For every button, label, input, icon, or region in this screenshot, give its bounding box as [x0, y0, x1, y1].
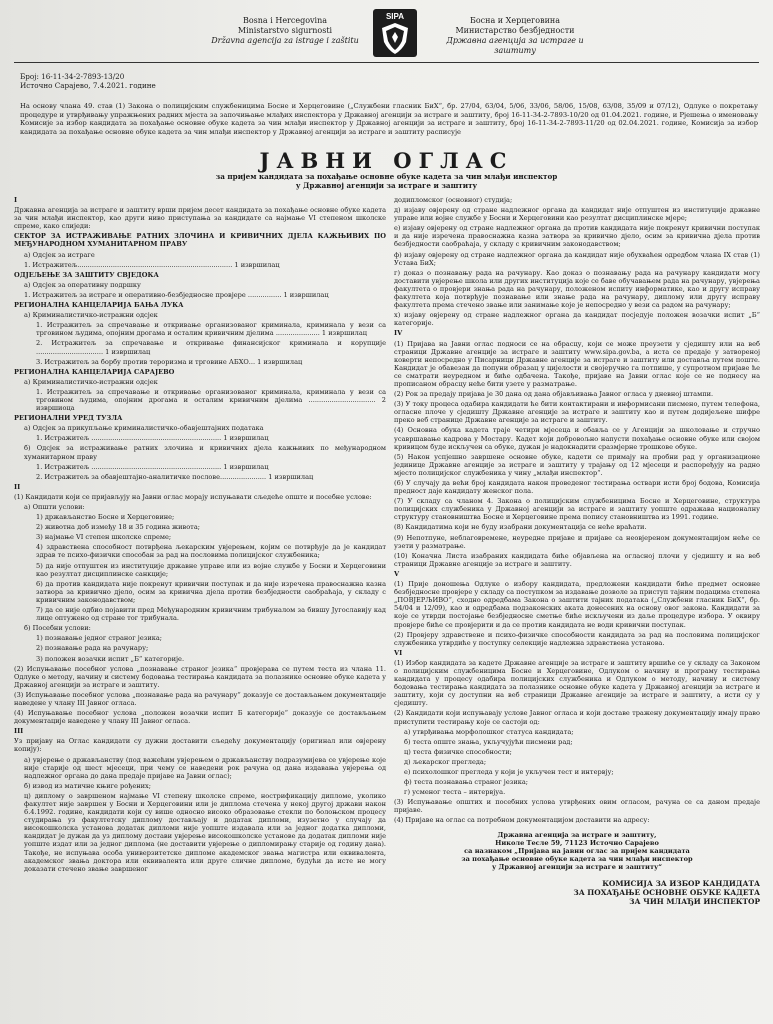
- unit-heading: СЕКТОР ЗА ИСТРАЖИВАЊЕ РАТНИХ ЗЛОЧИНА И КРИВИЧНИХ ДЈЕЛА КАЖЊИВИХ ПО МЕЂУНАРОДНОМ ХУМАНИТАРНОМ ПРАВУ: [14, 232, 386, 249]
- header-latin-line: Bosna i Hercegovina: [242, 16, 328, 25]
- address-line: са назнаком „Пријава на јавни оглас за пријем кандидата: [464, 846, 690, 855]
- paragraph: 1. Истражитељ за истраге и оперативно-безбједносне провјере ................ 1 извршилац: [24, 290, 329, 299]
- unit-heading: ОДЈЕЉЕЊЕ ЗА ЗАШТИТУ СВЈЕДОКА: [14, 270, 159, 279]
- paragraph: е) психолошког прегледа у који је укључен тест и интервју;: [404, 768, 614, 776]
- paragraph: е) изјаву овјерену од стране надлежног органа да против кандидата није покренут кривични поступак и да није изречена правоснажна казна затвора за кривично дјело, осим за кривична дјела против безбједности саобраћаја, у складу с кривичним законодавством;: [394, 224, 760, 249]
- paragraph: г) доказ о познавању рада на рачунару. Као доказ о познавању рада на рачунару кандидати могу доставити увјерење школа или других институција које се баве обучавањем рада на рачунару, увјерења факултета о провјери знања рада на рачунару, положеном испиту информатике, као и другу исправу факултета која потврђује познавање или знање рада на рачунару, диплому или другу исправу факултета према стечено звање или занимање које је непосредно у вези са радом на рачунару;: [394, 268, 760, 310]
- paragraph: б) Одсјек за истраживање ратних злочина и кривичних дјела кажњивих по међународном хуманитарном праву: [24, 444, 386, 461]
- paragraph: 7) да се није одбио појавити пред Међународним кривичним трибуналом за бившу Југославију кад лице оптужено од стране тог трибунала.: [36, 606, 386, 623]
- page-title: ЈАВНИ ОГЛАС: [259, 148, 514, 173]
- paragraph: ф) теста познавања страног језика;: [404, 778, 528, 787]
- paragraph: 2) познавање рада на рачунару;: [36, 644, 149, 653]
- paragraph: а) Одсјек за прикупљање криминалистичко-обавјештајних података: [24, 424, 264, 433]
- address-line: за похађање основне обуке кадета за чин млађи инспектор: [461, 854, 693, 863]
- unit-heading: РЕГИОНАЛНИ УРЕД ТУЗЛА: [14, 414, 123, 423]
- header-latin: [200, 16, 370, 46]
- paragraph: а) утврђивања морфолошког статуса кандидата;: [404, 727, 574, 736]
- paragraph: ф) изјаву овјерену од стране надлежног органа да кандидат није обухваћен одредбом члана IX став (1) Устава БиХ;: [394, 250, 760, 267]
- paragraph: (2) Испуњавање посебног услова „познавање страног језика“ провјерава се путем теста из члана 11. Одлуке о методу, начину и систему бодовања тестирања кандидата за полазнике основне обуке кадета у Државној агенцији за истраге и заштиту.: [14, 664, 386, 689]
- section-number: III: [14, 727, 24, 736]
- paragraph: д) изјаву овјерену од стране надлежног органа да кандидат није отпуштен из институције државне управе или војне службе у Босни и Херцеговини као резултат дисциплинске мјере;: [394, 206, 760, 223]
- paragraph: (3) Испуњавање посебног услова „познавање рада на рачунару“ доказује се достављањем документације наведене у члану III Јавног огласа.: [14, 690, 386, 707]
- paragraph: а) увјерење о држављанству (под важећим увјерењем о држављанству подразумијева се увјерење које није старије од шест мјесеци, при чему се наведени рок рачуна од дана издавања увјерења од надлежног органа до дана предаје пријаве на Јавни оглас);: [24, 755, 386, 780]
- paragraph: 2. Истражитељ за спречавање и откривање финансијског криминала и корупције ................................ 1 извршилац: [36, 339, 386, 356]
- paragraph: 3) најмање VI степен школске спреме;: [36, 533, 172, 542]
- subtitle-line: за пријем кандидата за похађање основне обуке кадета за чин млађи инспектор: [215, 172, 558, 181]
- paragraph: 2. Истражитељ за обавјештајно-аналитичке послове...................... 1 извршилац: [36, 472, 314, 481]
- address-line: Државна агенција за истраге и заштиту,: [497, 830, 657, 839]
- logo-text: SIPA: [385, 12, 405, 21]
- left-column: [14, 196, 386, 875]
- paragraph: (10) Коначна Листа изабраних кандидата биће објављена на огласној плочи у сједишту и на веб страници Државне агенције за истраге и заштиту.: [394, 551, 760, 568]
- paragraph: додипломског (основног) студија;: [394, 196, 513, 204]
- paragraph: (3) Испуњавање општих и посебних услова утврђених овим огласом, рачуна се са даном предаје пријаве.: [394, 798, 760, 815]
- paragraph: б) извод из матичне књиге рођених;: [24, 781, 151, 790]
- header-divider: [14, 62, 759, 63]
- header-cyrillic-line: Босна и Херцеговина: [469, 16, 561, 25]
- paragraph: (9) Непотпуне, неблаговремене, неуредне пријаве и пријаве са неовјереном документацијом неће се узети у разматрање.: [394, 533, 760, 550]
- paragraph: ц) диплому о завршеном најмање VI степену школске спреме, нострификацију дипломе, уколико факултет није завршен у Босни и Херцеговини или је диплома стечена у некој другој држави након 6.4.1992. године, кандидати који су више односно високо образовање стекли по болоњском процесу студирања уз факултетску диплому достављају и додатак дипломи, изузетно у случају да високошколска установа додатак дипломи није уопште издавала или за једног додатка дипломи, кандидат је дужан да уз диплому достави увјерење високошколске установе да додатак дипломи није уопште издат или за једног диплома (не доставити увјерење о дипломирању старије од годину дана). Такође, не испуњава особа универзитетске дипломе академског звања магистра или еквивалента, академског звања доктора или еквивалента или друге сличне дипломе, будући да исте не могу доказати стечено звање завршеног: [24, 791, 386, 873]
- signature-block: [394, 879, 760, 906]
- paragraph: (3) У току процеса одабира кандидати ће бити контактирани и информисани писмено, путем телефона, огласне плоче у сједишту Државне агенције за истраге и заштиту као и путем додијељене шифре преко веб странице Државне агенције за истраге и заштиту.: [394, 400, 760, 425]
- paragraph: (2) Кандидати који испуњавају услове Јавног огласа и који доставе тражену документацију имају право приступити тестирању које се састоји од:: [394, 709, 760, 726]
- reference-block: [20, 72, 156, 90]
- paragraph: б) Посебни услови:: [24, 624, 91, 633]
- section-number: IV: [394, 329, 403, 338]
- paragraph: а) Криминалистичко-истражни одсјек: [24, 377, 158, 386]
- paragraph: (4) Испуњавање посебног услова „положен возачки испит Б категорије“ доказује се достављањем документације наведене у члану III Јавног огласа.: [14, 709, 386, 726]
- paragraph: б) теста опште знања, укључујући писмени рад;: [404, 737, 573, 746]
- paragraph: а) Одсјек за оперативну подршку: [24, 280, 141, 289]
- preamble: На основу члана 49. став (1) Закона о полицијским службеницима Босне и Херцеговине („Службени гласник БиХ“, бр. 27/04, 63/04, 5/06, 33/06, 58/06, 15/08, 63/08, 35/09 и 07/12), Одлуке о покретању процедуре и утврђивању упражњених радних мјеста за започињање млађих инспектора у Државној агенцији за истраге и заштиту, број 16-11-34-2-7893-10/20 од 01.04.2021. године, и Рјешења о именовању Комисије за избор кандидата за похађање основне обуке кадета за чин млађи инспектор у Државној агенцији за истраге и заштиту, број 16-11-34-2-7893-11/20 од 02.04.2021. године, Комисија за избор кандидата за похађање основне обуке кадета за чин млађи инспектор у Државној агенцији за истраге и заштиту расписује: [20, 102, 758, 136]
- paragraph: 1. Истражитељ за спречавање и откривање организованог криминала, криминала у вези са трговином људима, опојним дрогама и осталим кривичним дјелима ................................ 2 извршиоца: [36, 387, 386, 413]
- paragraph: (2) Провјеру здравствене и психо-физичке способности кандидата за рад на пословима полицијског службеника утврдиће у поступку селекције надлежна здравствена установа.: [394, 630, 760, 647]
- section-number: II: [14, 482, 21, 491]
- paragraph: (8) Кандидатима који не буду изабрани документација се неће враћати.: [394, 523, 647, 532]
- signature-line: КОМИСИЈА ЗА ИЗБОР КАНДИДАТА: [602, 879, 760, 889]
- paragraph: (4) Основна обука кадета траје четири мјесеца и обавља се у Агенцији за школовање и стручно усавршавање кадрова у Мостару. Кадет који добровољно напусти похађање основне обуке или својом кривицом буде искључен са обуке, дужан је надокнадити сразмјерне трошкове обуке.: [394, 426, 760, 451]
- paragraph: 5) да није отпуштен из институције државне управе или из војне службе у Босни и Херцеговини као резултат дисциплинске санкције;: [36, 561, 386, 578]
- subtitle-line: у Државној агенцији за истраге и заштиту: [295, 181, 478, 190]
- paragraph: (1) Кандидати који се пријављују на Јавни оглас морају испуњавати сљедеће опште и посебне услове:: [14, 492, 372, 501]
- paragraph: (6) У случају да већи број кандидата након проведеног тестирања оствари исти број бодова, Комисија предност даје кандидату женског пола.: [394, 479, 760, 496]
- paragraph: а) Криминалистичко-истражни одсјек: [24, 311, 158, 320]
- section-number: I: [14, 196, 18, 204]
- page-subtitle: [0, 172, 773, 190]
- right-column: [394, 196, 760, 906]
- reference-number: Број: 16-11-34-2-7893-13/20: [20, 72, 125, 81]
- paragraph: а) Одсјек за истраге: [24, 250, 95, 259]
- right-column-body: [394, 196, 760, 825]
- paragraph: (5) Након успјешно завршене основне обуке, кадети се примају на пробни рад у организационе јединице Државне агенције за истраге и заштиту у трајању од 12 мјесеци и распоређују на радно мјесто полицијског службеника у чину „млађи инспектор“.: [394, 452, 760, 477]
- paragraph: Уз пријаву на Оглас кандидати су дужни доставити сљедећу документацију (оригинал или овјерену копију):: [14, 737, 386, 754]
- header-cyrillic-line: Министарство безбједности: [455, 26, 575, 35]
- paragraph: 3. Истражитељ за борбу против тероризма и трговине АБХО... 1 извршилац: [36, 357, 303, 366]
- paragraph: 3) положен возачки испит „Б“ категорије.: [36, 654, 185, 663]
- header-cyrillic: [430, 16, 600, 56]
- paragraph: (1) Прије доношења Одлуке о избору кандидата, предложени кандидати биће предмет основне безбједносне провјере у складу са поступком за издавање дозволе за приступ тајним подацима степена „ПОВЈЕРЉИВО“, сходно одредбама Закона о заштити тајних података („Службени гласник БиХ“, бр. 54/04 и 12/09), као и одредбама подзаконских аката донесених на основу овог закона. Кандидати за које се утврди постојање безбједносне сметње биће искључени из даље процедуре избора. У оквиру провјере биће се провјерити и да се против кандидата не води кривични поступак.: [394, 580, 760, 629]
- paragraph: 4) здравствена способност потврђена љекарским увјерењем, којим се потврђује да је кандидат здрав те психо-физички способан за рад на пословима полицијског службеника;: [36, 543, 386, 560]
- header-latin-line: Državna agencija za istrage i zaštitu: [211, 36, 359, 45]
- paragraph: 1. Истражитељ за спречавање и откривање организованог криминала, криминала у вези са трговином људима, опојним дрогама и осталим кривичним дјелима ..................... 1 извршилац: [36, 321, 386, 338]
- paragraph: 2) животна доб између 18 и 35 година живота;: [36, 523, 200, 532]
- signature-line: ЗА ПОХАЂАЊЕ ОСНОВНЕ ОБУКЕ КАДЕТА: [573, 888, 760, 898]
- unit-heading: РЕГИОНАЛНА КАНЦЕЛАРИЈА САРАЈЕВО: [14, 367, 175, 376]
- paragraph: 1) познавање једног страног језика;: [36, 634, 163, 643]
- paragraph: а) Општи услови:: [24, 503, 85, 511]
- address-line: у Државној агенцији за истраге и заштиту“: [491, 862, 663, 871]
- sipa-logo-icon: [372, 8, 418, 58]
- paragraph: ц) теста физичке способности;: [404, 747, 512, 756]
- unit-heading: РЕГИОНАЛНА КАНЦЕЛАРИЈА БАЊА ЛУКА: [14, 301, 184, 310]
- paragraph: 1. Истражитељ.......................................................................... 1 извршилац: [24, 260, 280, 269]
- paragraph: (4) Пријаве на оглас са потребном документацијом доставити на адресу:: [394, 816, 650, 825]
- paragraph: г) усменог теста – интервјуа.: [404, 788, 506, 797]
- reference-place-date: Источно Сарајево, 7.4.2021. године: [20, 81, 156, 90]
- paragraph: д) љекарског прегледа;: [404, 757, 487, 766]
- paragraph: (7) У складу са чланом 4. Закона о полицијским службеницима Босне и Херцеговине, структура полицијских службеника у Државној агенцији за истраге и заштиту уопште одражава националну структуру становништва Босне и Херцеговине према попису становништва из 1991. године.: [394, 497, 760, 522]
- section-number: VI: [394, 648, 403, 657]
- paragraph: (1) Пријава на Јавни оглас подноси се на обрасцу, који се може преузети у сједишту или на веб страници Државне агенције за истраге и заштиту www.sipa.gov.ba, а иста се предаје у затвореној коверти непосредно у Писарници Државне агенције за истраге и заштиту или доставља путем поште. Кандидат је обавезан да попуни образац у цијелости и својеручно га потпише, у супротном пријаве ће се сматрати неуредном и биће одбачена. Такође, пријаве на Јавни оглас које се не поднесу на прописаном обрасцу неће бити узете у разматрање.: [394, 339, 760, 388]
- paragraph: х) изјаву овјерену од стране надлежног органа да кандидат посједује положен возачки испит „Б“ категорије.: [394, 311, 760, 328]
- paragraph: 1. Истражитељ .............................................................. 1 извршилац: [36, 462, 269, 471]
- header-latin-line: Ministarstvo sigurnosti: [237, 26, 333, 35]
- paragraph: Државна агенција за истраге и заштиту врши пријем десет кандидата за похађање основне обуке кадета за чин млађи инспектор, као други ниво приступања за кандидате са најмање VI степеном школске спреме, како слиједи:: [14, 206, 386, 231]
- mailing-address: [394, 831, 760, 871]
- signature-line: ЗА ЧИН МЛАЂИ ИНСПЕКТОР: [629, 897, 760, 907]
- paragraph: (1) Избор кандидата за кадете Државне агенције за истраге и заштиту вршиће се у складу са Законом о полицијским службеницима Босне и Херцеговине, Одлуком о начину и програму тестирања кандидата у процесу одабира полицијских службеника и Одлуком о методу, начину и систему бодовања тестирања кандидата за полазнике основне обуке кадета у Државној агенцији за истраге и заштиту, који су доступни на веб страници Државне агенције за истраге и заштиту, а исти су у сједишту.: [394, 658, 760, 708]
- paragraph: 6) да против кандидата није покренут кривични поступак и да није изречена правоснажна казна затвора за кривично дјело, осим за кривична дјела против безбједности саобраћаја, у складу с кривичним законодавством;: [36, 579, 386, 604]
- paragraph: 1) држављанство Босне и Херцеговине;: [36, 513, 175, 522]
- address-line: Николе Тесле 59, 71123 Источно Сарајево: [495, 838, 659, 847]
- paragraph: (2) Рок за предају пријава је 30 дана од дана објављивања Јавног огласа у дневној штампи.: [394, 390, 714, 399]
- paragraph: 1. Истражитељ .............................................................. 1 извршилац: [36, 434, 269, 443]
- section-number: V: [394, 569, 400, 578]
- header-cyrillic-line: Државна агенција за истраге и заштиту: [446, 36, 584, 55]
